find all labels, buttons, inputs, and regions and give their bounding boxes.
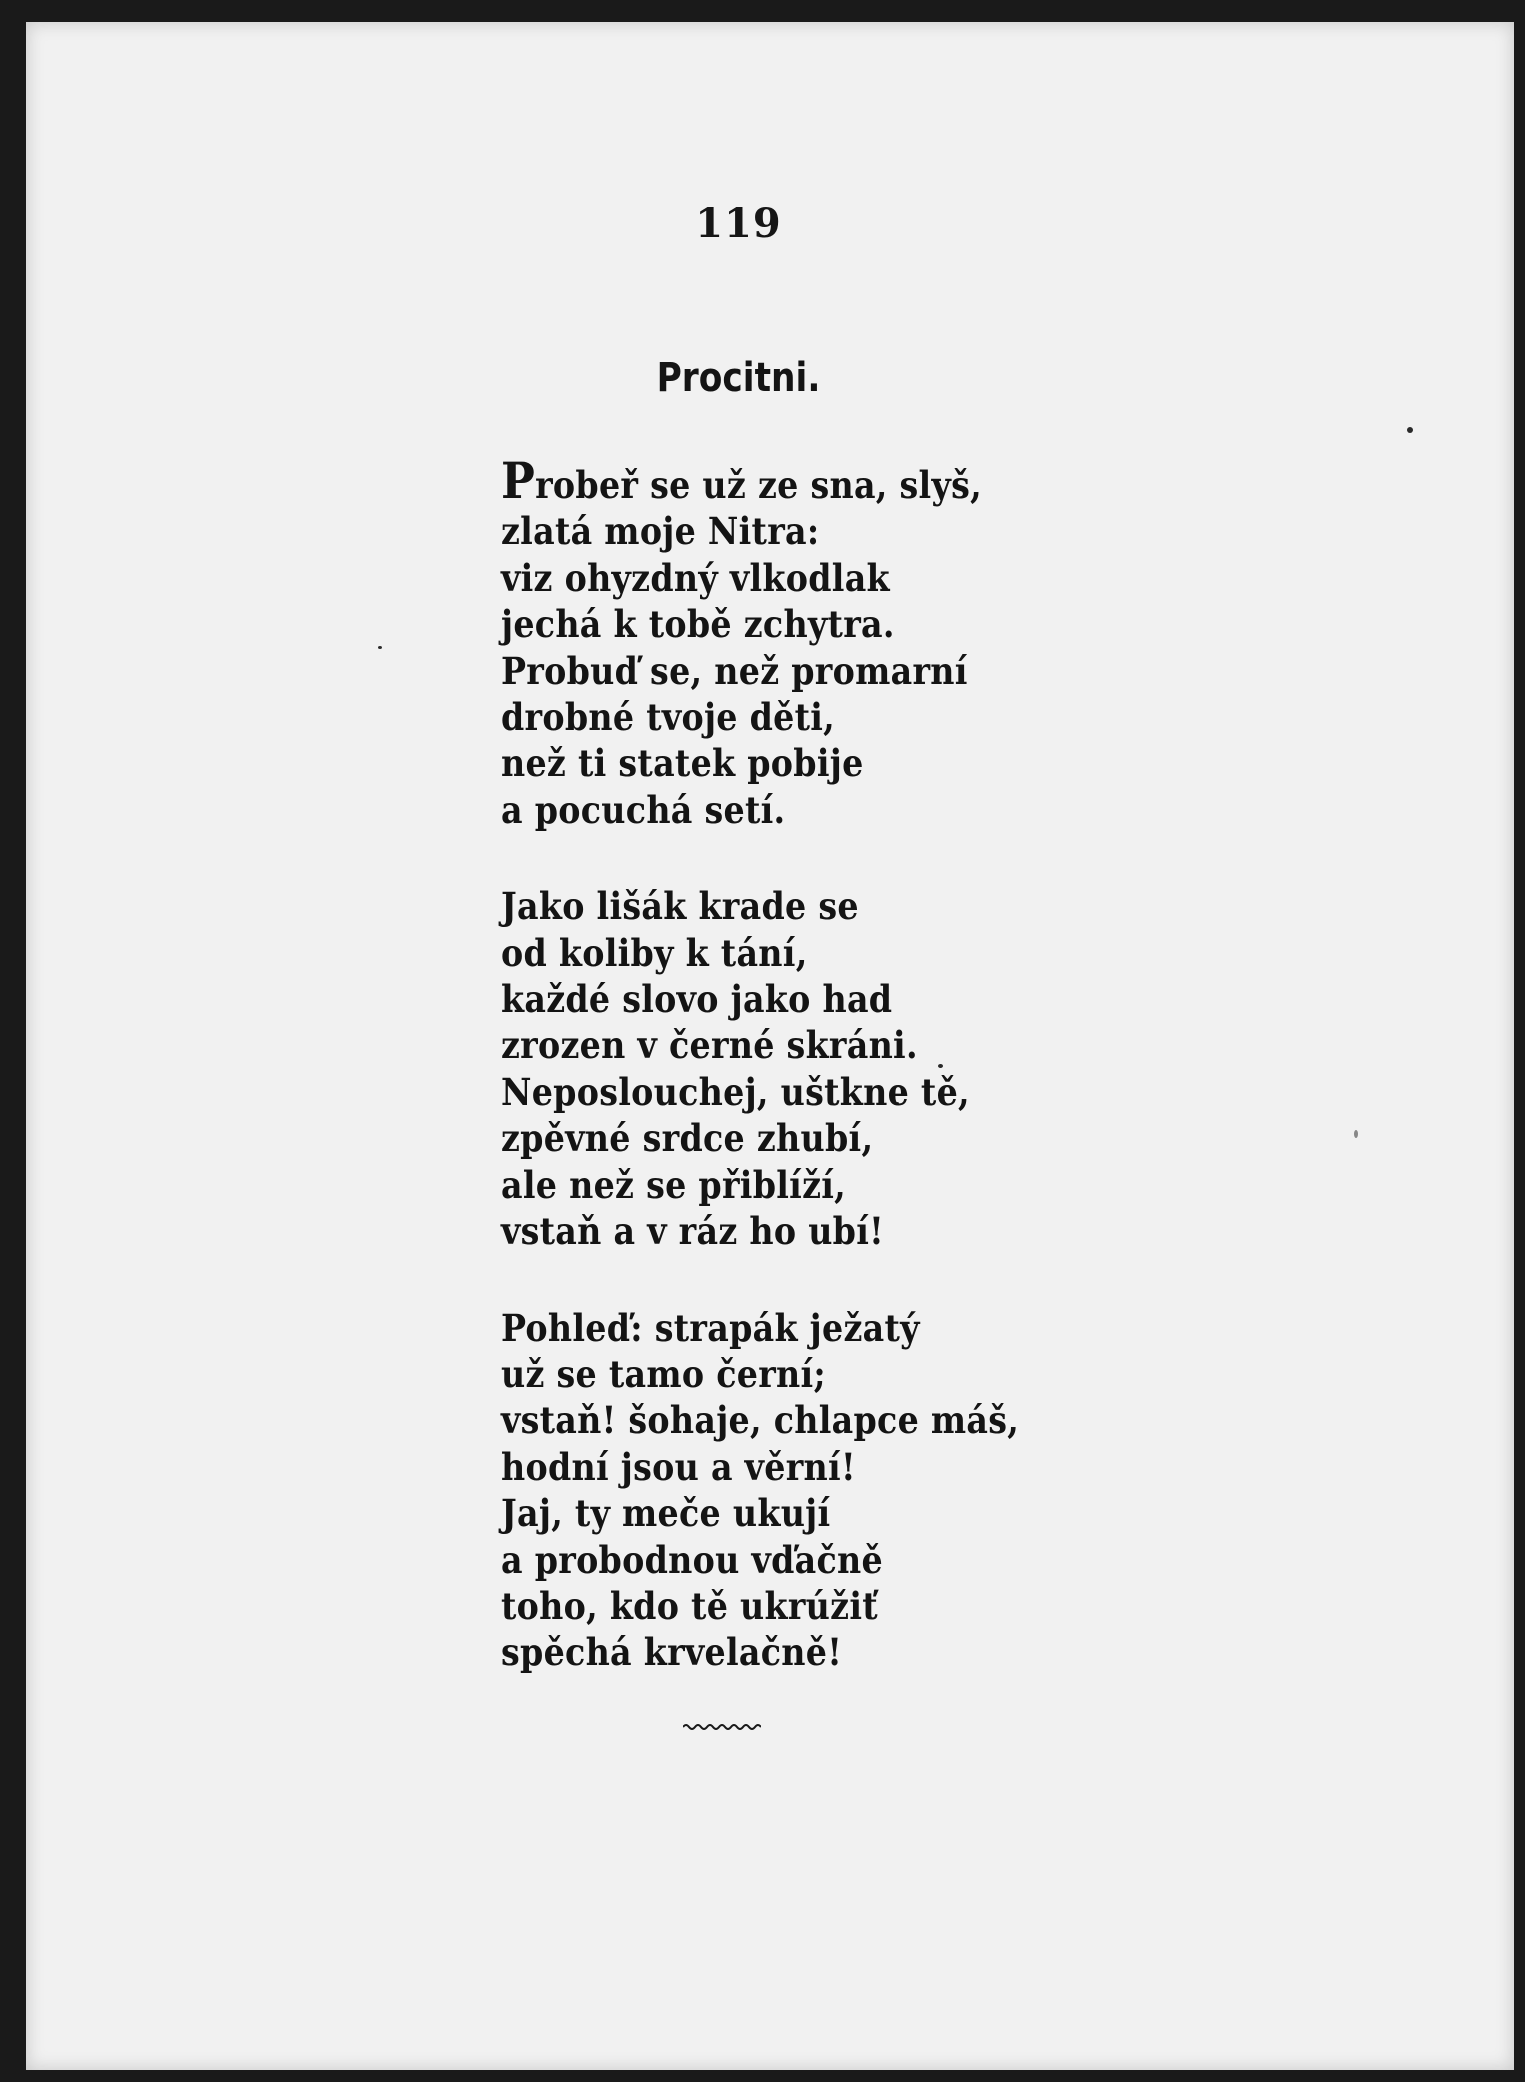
page-number: 119 [695,200,782,247]
poem-line: viz ohyzdný vlkodlak [501,555,890,600]
poem-line: a probodnou vďačně [501,1537,883,1582]
poem-line: každé slovo jako had [501,977,893,1022]
drop-cap: P [501,451,536,510]
stanza-2 [501,883,1061,1254]
stanza-3 [501,1305,1061,1676]
poem-line: Neposlouchej, uštkne tě, [501,1069,970,1114]
poem-line: ale než se přiblíží, [501,1162,847,1207]
poem-line: jechá k tobě zchytra. [501,602,895,647]
poem-line: Jako lišák krade se [501,884,859,929]
poem-body [501,451,1061,1726]
poem-line: a pocuchá setí. [501,787,786,832]
poem-line: než ti statek pobije [501,741,864,786]
stanza-1 [501,451,1061,833]
poem-line: zpěvné srdce zhubí, [501,1116,874,1161]
poem-line: hodní jsou a věrní! [501,1444,856,1489]
poem-line: zrozen v černé skráni. [501,1023,918,1068]
print-speck [378,646,382,649]
poem-line: od koliby k tání, [501,930,808,975]
print-speck [1407,427,1413,433]
poem-line: toho, kdo tě ukrúžiť [501,1583,878,1628]
poem-line: Probuď se, než promarní [501,648,968,693]
end-ornament [683,1722,761,1732]
poem-line: drobné tvoje děti, [501,695,836,740]
poem-line: už se tamo černí; [501,1351,826,1396]
poem-line: Pohleď: strapák ježatý [501,1305,920,1350]
poem-line: spěchá krvelačně! [501,1630,843,1675]
poem-line: Jaj, ty meče ukují [501,1491,831,1536]
poem-line: zlatá moje Nitra: [501,509,820,554]
poem-line: vstaň! šohaje, chlapce máš, [501,1398,1020,1443]
poem-line-text: robeř se už ze sna, slyš, [535,463,982,507]
poem-title: Procitni. [656,355,821,401]
print-speck [1354,1130,1358,1138]
poem-line [501,451,1005,510]
poem-line: vstaň a v ráz ho ubí! [501,1209,885,1254]
book-page [26,22,1514,2070]
